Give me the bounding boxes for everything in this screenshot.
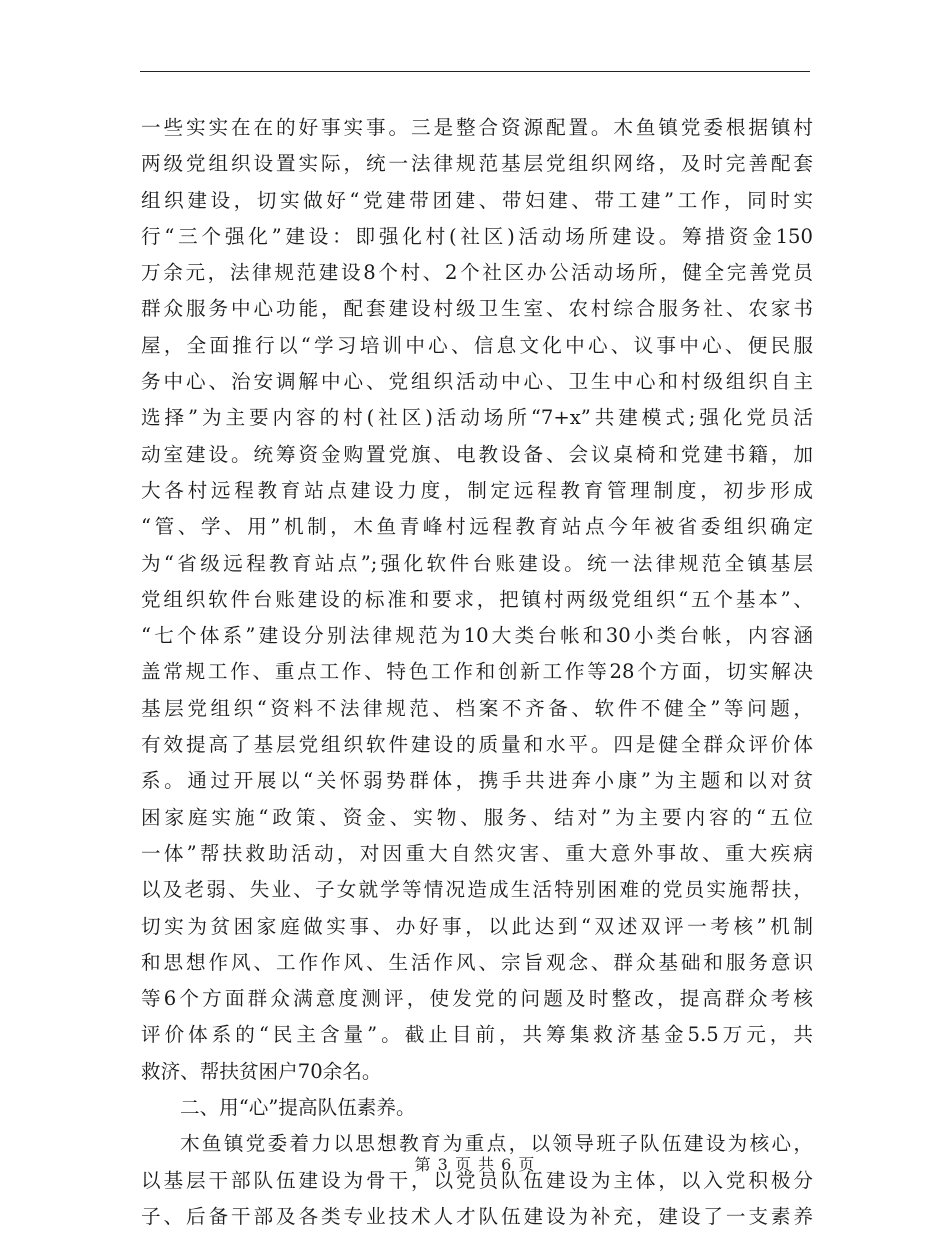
text-line: 系。通过开展以“关怀弱势群体，携手共进奔小康”为主题和以对贫 bbox=[141, 769, 813, 793]
text-line: 基层党组织“资料不法律规范、档案不齐备、软件不健全”等问题， bbox=[141, 696, 813, 720]
text-line: 和思想作风、工作作风、生活作风、宗旨观念、群众基础和服务意识 bbox=[141, 950, 813, 974]
text-line: 一些实实在在的好事实事。三是整合资源配置。木鱼镇党委根据镇村 bbox=[141, 116, 813, 139]
text-line: “七个体系”建设分别法律规范为10大类台帐和30小类台帐，内容涵 bbox=[141, 624, 813, 648]
text-line: 屋，全面推行以“学习培训中心、信息文化中心、议事中心、便民服 bbox=[141, 333, 813, 357]
text-line: 大各村远程教育站点建设力度，制定远程教育管理制度，初步形成 bbox=[141, 478, 813, 502]
text-line: 等6个方面群众满意度测评，使发党的问题及时整改，提高群众考核 bbox=[141, 987, 813, 1011]
text-line: 困家庭实施“政策、资金、实物、服务、结对”为主要内容的“五位 bbox=[141, 805, 813, 829]
text-line: 以基层干部队伍建设为骨干，以党员队伍建设为主体，以入党积极分 bbox=[141, 1168, 813, 1192]
text-line: 盖常规工作、重点工作、特色工作和创新工作等28个方面，切实解决 bbox=[141, 660, 813, 684]
text-line: 有效提高了基层党组织软件建设的质量和水平。四是健全群众评价体 bbox=[141, 733, 813, 757]
page-number: 第 3 页 共 6 页 bbox=[414, 1155, 536, 1174]
text-line: 切实为贫困家庭做实事、办好事，以此达到“双述双评一考核”机制 bbox=[141, 914, 813, 938]
document-body bbox=[141, 110, 813, 1235]
text-line: 务中心、治安调解中心、党组织活动中心、卫生中心和村级组织自主 bbox=[141, 370, 813, 394]
text-line: “管、学、用”机制，木鱼青峰村远程教育站点今年被省委组织确定 bbox=[141, 515, 813, 539]
text-line: 子、后备干部及各类专业技术人才队伍建设为补充，建设了一支素养 bbox=[141, 1204, 813, 1228]
text-line: 组织建设，切实做好“党建带团建、带妇建、带工建”工作，同时实 bbox=[141, 188, 813, 212]
text-line: 救济、帮扶贫困户70余名。 bbox=[141, 1059, 382, 1083]
text-line: 动室建设。统筹资金购置党旗、电教设备、会议桌椅和党建书籍，加 bbox=[141, 442, 813, 466]
header-rule bbox=[140, 71, 810, 72]
text-line: 以及老弱、失业、子女就学等情况造成生活特别困难的党员实施帮扶， bbox=[141, 878, 813, 902]
text-line: 行“三个强化”建设：即强化村(社区)活动场所建设。筹措资金150 bbox=[141, 224, 813, 248]
text-line: 一体”帮扶救助活动，对因重大自然灾害、重大意外事故、重大疾病 bbox=[141, 841, 813, 865]
text-line: 万余元，法律规范建设8个村、2个社区办公活动场所，健全完善党员 bbox=[141, 261, 813, 285]
text-line: 群众服务中心功能，配套建设村级卫生室、农村综合服务社、农家书 bbox=[141, 297, 813, 321]
text-line: 评价体系的“民主含量”。截止目前，共筹集救济基金5.5万元，共 bbox=[141, 1023, 813, 1047]
text-line: 两级党组织设置实际，统一法律规范基层党组织网络，及时完善配套 bbox=[141, 152, 813, 176]
text-line: 选择”为主要内容的村(社区)活动场所“7+x”共建模式;强化党员活 bbox=[141, 406, 813, 430]
text-line: 党组织软件台账建设的标准和要求，把镇村两级党组织“五个基本”、 bbox=[141, 587, 813, 611]
text-line: 为“省级远程教育站点”;强化软件台账建设。统一法律规范全镇基层 bbox=[141, 551, 813, 575]
text-line: 木鱼镇党委着力以思想教育为重点，以领导班子队伍建设为核心， bbox=[180, 1132, 813, 1156]
text-line: 二、用“心”提高队伍素养。 bbox=[180, 1096, 416, 1120]
